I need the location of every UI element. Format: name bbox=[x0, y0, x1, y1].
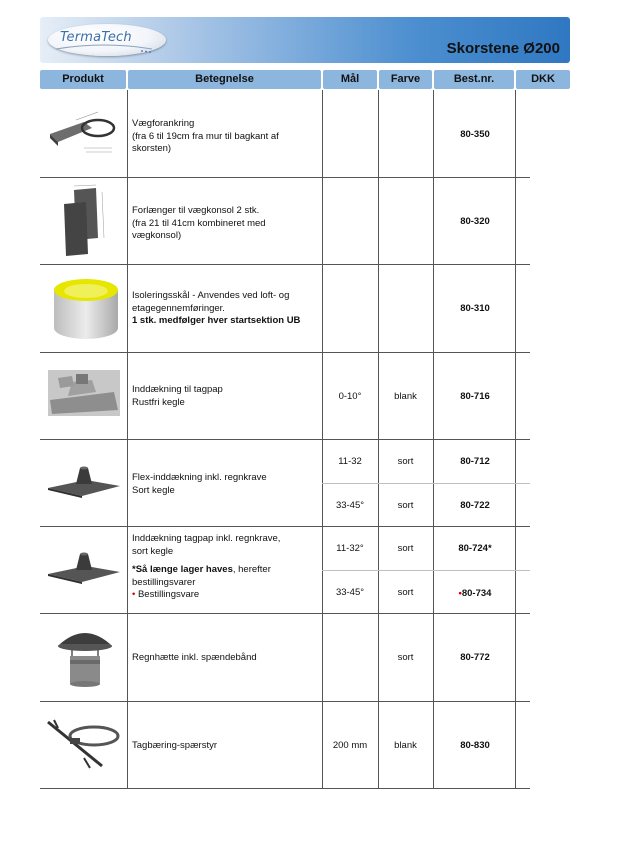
row-description: Inddækning tagpap inkl. regnkrave, sort kegle *Så længe lager haves, herefter bestillingsvarer • Bestillingsvare bbox=[132, 533, 281, 600]
col-header-betegnelse: Betegnelse bbox=[128, 70, 321, 89]
dimension: 11-32 bbox=[338, 456, 362, 467]
logo-text: TermaTech bbox=[60, 30, 132, 45]
bullet-icon: • bbox=[458, 588, 462, 599]
col-header-dkk: DKK bbox=[516, 70, 570, 89]
order-number: 80-724* bbox=[458, 543, 492, 554]
dimension: 0-10° bbox=[338, 391, 362, 402]
dimension: 200 mm bbox=[332, 740, 368, 751]
insulation-bowl bbox=[50, 276, 122, 342]
color: blank bbox=[394, 391, 417, 402]
color: sort bbox=[397, 652, 414, 663]
order-number: •80-734 bbox=[458, 588, 492, 599]
col-header-maal: Mål bbox=[323, 70, 377, 89]
order-number: 80-350 bbox=[460, 129, 490, 140]
order-number: 80-320 bbox=[460, 216, 490, 227]
row-description: Isoleringsskål - Anvendes ved loft- og etagegennemføringer. 1 stk. medfølger hver startsektion UB bbox=[132, 290, 301, 326]
col-header-farve: Farve bbox=[379, 70, 432, 89]
order-number: 80-712 bbox=[460, 456, 490, 467]
rain-cap-drawing bbox=[54, 626, 116, 688]
flex-flashing-drawing bbox=[46, 460, 122, 502]
color: sort bbox=[397, 543, 414, 554]
termatech-logo bbox=[48, 24, 166, 56]
order-number: 80-772 bbox=[460, 652, 490, 663]
row-description: Inddækning til tagpap Rustfri kegle bbox=[132, 384, 223, 408]
row-description: Flex-inddækning inkl. regnkrave Sort kegle bbox=[132, 472, 267, 496]
order-number: 80-716 bbox=[460, 391, 490, 402]
extension-plates-drawing bbox=[58, 184, 112, 260]
header-banner bbox=[40, 17, 570, 63]
page-title: Skorstene Ø200 bbox=[446, 40, 560, 57]
color: sort bbox=[397, 500, 414, 511]
row-description: Vægforankring (fra 6 til 19cm fra mur til bagkant af skorsten) bbox=[132, 118, 279, 154]
order-number: 80-310 bbox=[460, 303, 490, 314]
col-header-bestnr: Best.nr. bbox=[434, 70, 514, 89]
color: sort bbox=[397, 587, 414, 598]
dimension: 11-32° bbox=[336, 543, 364, 554]
dimension: 33-45° bbox=[335, 587, 365, 598]
wall-bracket-drawing bbox=[46, 108, 122, 160]
row-description: Regnhætte inkl. spændebånd bbox=[132, 652, 257, 663]
order-number: 80-722 bbox=[460, 500, 490, 511]
roof-flashing-photo bbox=[48, 370, 120, 416]
roof-support-bracket-drawing bbox=[44, 714, 124, 774]
row-description: Tagbæring-spærstyr bbox=[132, 740, 217, 751]
col-header-produkt: Produkt bbox=[40, 70, 126, 89]
logo-swoosh-icon bbox=[54, 43, 154, 53]
bullet-icon: • bbox=[132, 589, 136, 600]
row-description: Forlænger til vægkonsol 2 stk. (fra 21 til 41cm kombineret med vægkonsol) bbox=[132, 205, 266, 241]
flashing-collar-drawing bbox=[46, 546, 122, 588]
order-number: 80-830 bbox=[460, 740, 490, 751]
color: sort bbox=[397, 456, 414, 467]
color: blank bbox=[394, 740, 417, 751]
dimension: 33-45° bbox=[335, 500, 365, 511]
